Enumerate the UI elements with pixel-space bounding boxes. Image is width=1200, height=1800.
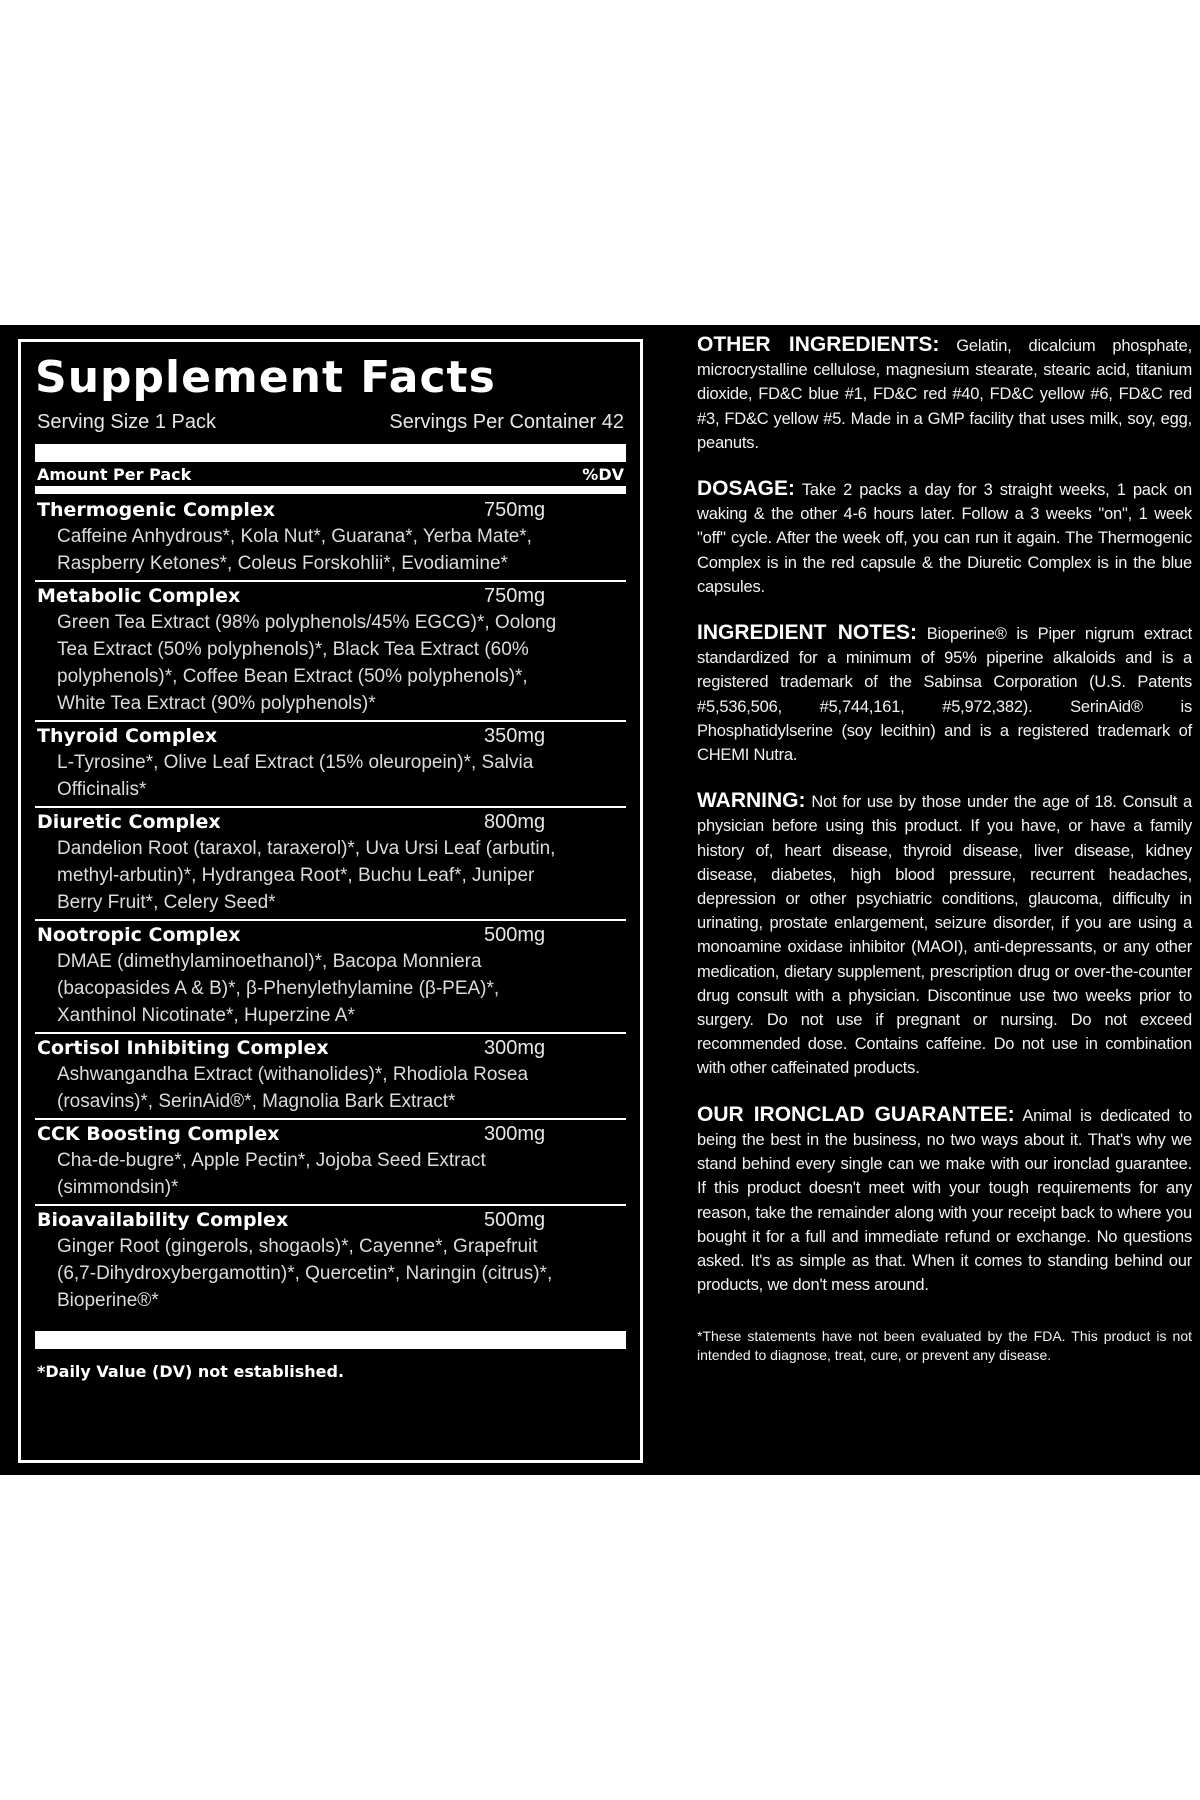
complex-name: Cortisol Inhibiting Complex [37, 1037, 329, 1059]
guarantee-text: Animal is dedicated to being the best in the business, no two ways about it. That's why we stand behind every single can we make with our ironclad guarantee. If this product doesn't meet with your tough requirements for any reason, take the remainder along with your receipt back to where you bought it for a full and immediate refund or exchange. No questions asked. It's as simple as that. When it comes to standing behind our products, we don't mess around. [697, 1106, 1192, 1295]
dosage-heading: DOSAGE: [697, 477, 796, 501]
other-ingredients-section [697, 333, 1192, 455]
info-column [697, 333, 1192, 1379]
amount-header-row [35, 462, 626, 486]
warning-section [697, 789, 1192, 1080]
complex-row-cck [35, 1120, 626, 1206]
complex-amount: 350mg [484, 725, 546, 747]
complex-ingredients: Green Tea Extract (98% polyphenols/45% EGCG)*, Oolong Tea Extract (50% polyphenols)*, Black Tea Extract (60% polyphenols)*, Coffee Bean Extract (50% polyphenols)*, White Tea Extract (90% polyphenols)* [57, 612, 557, 714]
complex-ingredients: Ashwangandha Extract (withanolides)*, Rhodiola Rosea (rosavins)*, SerinAid®*, Magnolia Bark Extract* [57, 1064, 529, 1112]
other-ingredients-heading: OTHER INGREDIENTS: [697, 333, 940, 356]
complex-amount: 300mg [484, 1123, 546, 1145]
complex-row-diuretic [35, 808, 626, 921]
serving-row [35, 410, 626, 434]
servings-per-container: Servings Per Container 42 [389, 411, 624, 433]
complex-ingredients: DMAE (dimethylaminoethanol)*, Bacopa Monniera (bacopasides A & B)*, β-Phenylethylamine (β-PEA)*, Xanthinol Nicotinate*, Huperzine A* [57, 951, 500, 1026]
fda-disclaimer: *These statements have not been evaluated by the FDA. This product is not intended to diagnose, treat, cure, or prevent any disease. [697, 1328, 1192, 1364]
other-ingredients-text: Gelatin, dicalcium phosphate, microcrystalline cellulose, magnesium stearate, stearic acid, titanium dioxide, FD&C blue #1, FD&C red #40, FD&C yellow #6, FD&C red #3, FD&C yellow #5. Made in a GMP facility that uses milk, soy, egg, peanuts. [697, 337, 1193, 452]
ingredient-notes-heading: INGREDIENT NOTES: [697, 621, 918, 645]
complex-amount: 800mg [484, 811, 546, 833]
complex-name: Thermogenic Complex [37, 499, 276, 521]
dv-header: %DV [582, 465, 624, 484]
complex-ingredients: Dandelion Root (taraxol, taraxerol)*, Uva Ursi Leaf (arbutin, methyl-arbutin)*, Hydrangea Root*, Buchu Leaf*, Juniper Berry Fruit*, Celery Seed* [57, 838, 556, 913]
complex-ingredients: Ginger Root (gingerols, shogaols)*, Cayenne*, Grapefruit (6,7-Dihydroxybergamottin)*, Quercetin*, Naringin (citrus)*, Bioperine®* [57, 1236, 553, 1311]
dv-footnote: *Daily Value (DV) not established. [37, 1362, 345, 1381]
complex-name: Bioavailability Complex [37, 1209, 289, 1231]
amount-per-pack: Amount Per Pack [37, 465, 192, 484]
complex-amount: 750mg [484, 585, 546, 607]
complex-name: Thyroid Complex [37, 725, 218, 747]
complex-ingredients: L-Tyrosine*, Olive Leaf Extract (15% oleuropein)*, Salvia Officinalis* [57, 752, 534, 800]
complex-name: Nootropic Complex [37, 924, 241, 946]
complex-name: Diuretic Complex [37, 811, 221, 833]
complex-amount: 500mg [484, 924, 546, 946]
complex-row-nootropic [35, 921, 626, 1034]
complex-amount: 500mg [484, 1209, 546, 1231]
complex-row-thyroid [35, 722, 626, 808]
facts-title: Supplement Facts [35, 352, 496, 403]
supplement-facts-panel [18, 339, 643, 1463]
serving-size: Serving Size 1 Pack [37, 411, 216, 433]
supplement-label [0, 325, 1200, 1475]
guarantee-section [697, 1103, 1192, 1298]
ingredient-notes-section [697, 621, 1192, 767]
complex-amount: 750mg [484, 499, 546, 521]
warning-heading: WARNING: [697, 789, 806, 813]
dosage-section [697, 477, 1192, 599]
divider-thick [35, 444, 626, 462]
complex-row-bioavailability [35, 1206, 626, 1317]
complex-row-metabolic [35, 582, 626, 722]
complex-ingredients: Caffeine Anhydrous*, Kola Nut*, Guarana*, Yerba Mate*, Raspberry Ketones*, Coleus Forskohlii*, Evodiamine* [57, 526, 532, 574]
divider-medium [35, 486, 626, 494]
warning-text: Not for use by those under the age of 18. Consult a physician before using this product. If you have, or have a family history of, heart disease, thyroid disease, liver disease, kidney disease, diabetes, high blood pressure, recurrent headaches, depression or other psychiatric conditions, glaucoma, difficulty in urinating, prostate enlargement, seizure disorder, if you are using a monoamine oxidase inhibitor (MAOI), anti-depressants, or any other medication, dietary supplement, prescription drug or over-the-counter drug consult with a physician. Discontinue use two weeks prior to surgery. Do not use if pregnant or nursing. Do not exceed recommended dose. Contains caffeine. Do not use in combination with other caffeinated products. [697, 793, 1192, 1078]
guarantee-heading: OUR IRONCLAD GUARANTEE: [697, 1102, 1015, 1126]
complex-ingredients: Cha-de-bugre*, Apple Pectin*, Jojoba Seed Extract (simmondsin)* [57, 1150, 486, 1198]
ingredient-notes-text: Bioperine® is Piper nigrum extract standardized for a minimum of 95% piperine alkaloids and is a registered trademark of the Sabinsa Corporation (U.S. Patents #5,536,506, #5,744,161, #5,972,382). SerinAid® is Phosphatidylserine (soy lecithin) and is a registered trademark of CHEMI Nutra. [697, 625, 1192, 765]
divider-bottom [35, 1331, 626, 1349]
complex-row-cortisol [35, 1034, 626, 1120]
complex-name: CCK Boosting Complex [37, 1123, 280, 1145]
complex-amount: 300mg [484, 1037, 546, 1059]
dosage-text: Take 2 packs a day for 3 straight weeks, 1 pack on waking & the other 4-6 hours later. Follow a 3 weeks "on", 1 week "off" cycle. After the week off, you can run it again. The Thermogenic Complex is in the red capsule & the Diuretic Complex is in the blue capsules. [697, 481, 1192, 596]
complex-name: Metabolic Complex [37, 585, 241, 607]
complex-row-thermogenic [35, 496, 626, 582]
